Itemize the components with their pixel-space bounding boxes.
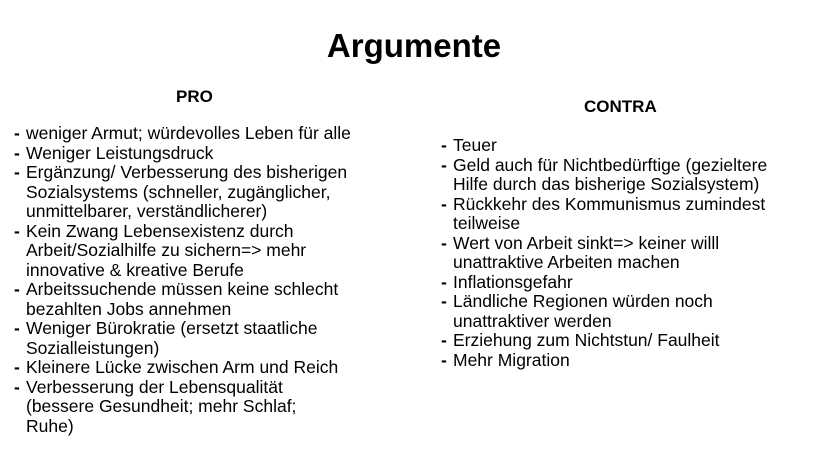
pro-heading: PRO xyxy=(176,87,213,106)
pro-item-text: Verbesserung der Lebensqualität (bessere Gesundheit; mehr Schlaf; Ruhe) xyxy=(26,376,297,436)
bullet-dash: - xyxy=(441,291,447,311)
contra-item-text: Mehr Migration xyxy=(453,349,570,370)
contra-item-text: Teuer xyxy=(453,135,497,155)
pro-list xyxy=(14,124,394,436)
bullet-dash: - xyxy=(14,162,20,182)
contra-item-text: Wert von Arbeit sinkt=> keiner willl unattraktive Arbeiten machen xyxy=(453,232,720,272)
contra-item xyxy=(441,195,821,234)
pro-item xyxy=(14,163,394,222)
pro-item xyxy=(14,222,394,281)
contra-item xyxy=(441,156,821,195)
contra-item-text: Erziehung zum Nichtstun/ Faulheit xyxy=(453,330,720,350)
pro-item-text: Weniger Leistungsdruck xyxy=(26,142,214,163)
bullet-dash: - xyxy=(441,330,447,350)
pro-item xyxy=(14,144,394,164)
pro-item-text: Weniger Bürokratie (ersetzt staatliche Sozialleistungen) xyxy=(26,318,318,358)
bullet-dash: - xyxy=(14,318,20,338)
pro-item xyxy=(14,124,394,144)
contra-item xyxy=(441,273,821,293)
bullet-dash: - xyxy=(14,123,20,143)
page-title: Argumente xyxy=(326,27,502,64)
pro-item-text: Arbeitssuchende müssen keine schlecht bezahlten Jobs annehmen xyxy=(26,279,339,319)
bullet-dash: - xyxy=(14,220,20,241)
pro-item xyxy=(14,358,394,378)
bullet-dash: - xyxy=(441,154,447,175)
bullet-dash: - xyxy=(441,193,447,214)
contra-item-text: Geld auch für Nichtbedürftige (gezieltere Hilfe durch das bisherige Sozialsystem) xyxy=(453,154,768,194)
pro-item-text: Ergänzung/ Verbesserung des bisherigen Sozialsystems (schneller, zugänglicher, unmittelbarer, verständlicherer) xyxy=(26,162,348,221)
pro-item-text: Kleinere Lücke zwischen Arm und Reich xyxy=(26,357,339,377)
contra-item xyxy=(441,331,821,351)
contra-item xyxy=(441,136,821,156)
pro-item-text: Kein Zwang Lebensexistenz durch Arbeit/Sozialhilfe zu sichern=> mehr innovative & kreative Berufe xyxy=(26,220,307,280)
contra-item xyxy=(441,234,821,273)
bullet-dash: - xyxy=(14,376,20,397)
bullet-dash: - xyxy=(14,142,20,163)
contra-item xyxy=(441,292,821,331)
pro-item xyxy=(14,378,394,437)
contra-item xyxy=(441,351,821,371)
bullet-dash: - xyxy=(441,135,447,155)
contra-heading: CONTRA xyxy=(584,97,657,116)
contra-list xyxy=(441,136,821,370)
bullet-dash: - xyxy=(14,279,20,299)
pro-item xyxy=(14,280,394,319)
bullet-dash: - xyxy=(441,271,447,292)
pro-item-text: weniger Armut; würdevolles Leben für alle xyxy=(26,123,351,143)
contra-item-text: Inflationsgefahr xyxy=(453,271,573,292)
contra-item-text: Ländliche Regionen würden noch unattraktiver werden xyxy=(453,291,713,331)
bullet-dash: - xyxy=(14,357,20,377)
bullet-dash: - xyxy=(441,349,447,370)
bullet-dash: - xyxy=(441,232,447,253)
contra-item-text: Rückkehr des Kommunismus zumindest teilweise xyxy=(453,193,766,233)
pro-item xyxy=(14,319,394,358)
